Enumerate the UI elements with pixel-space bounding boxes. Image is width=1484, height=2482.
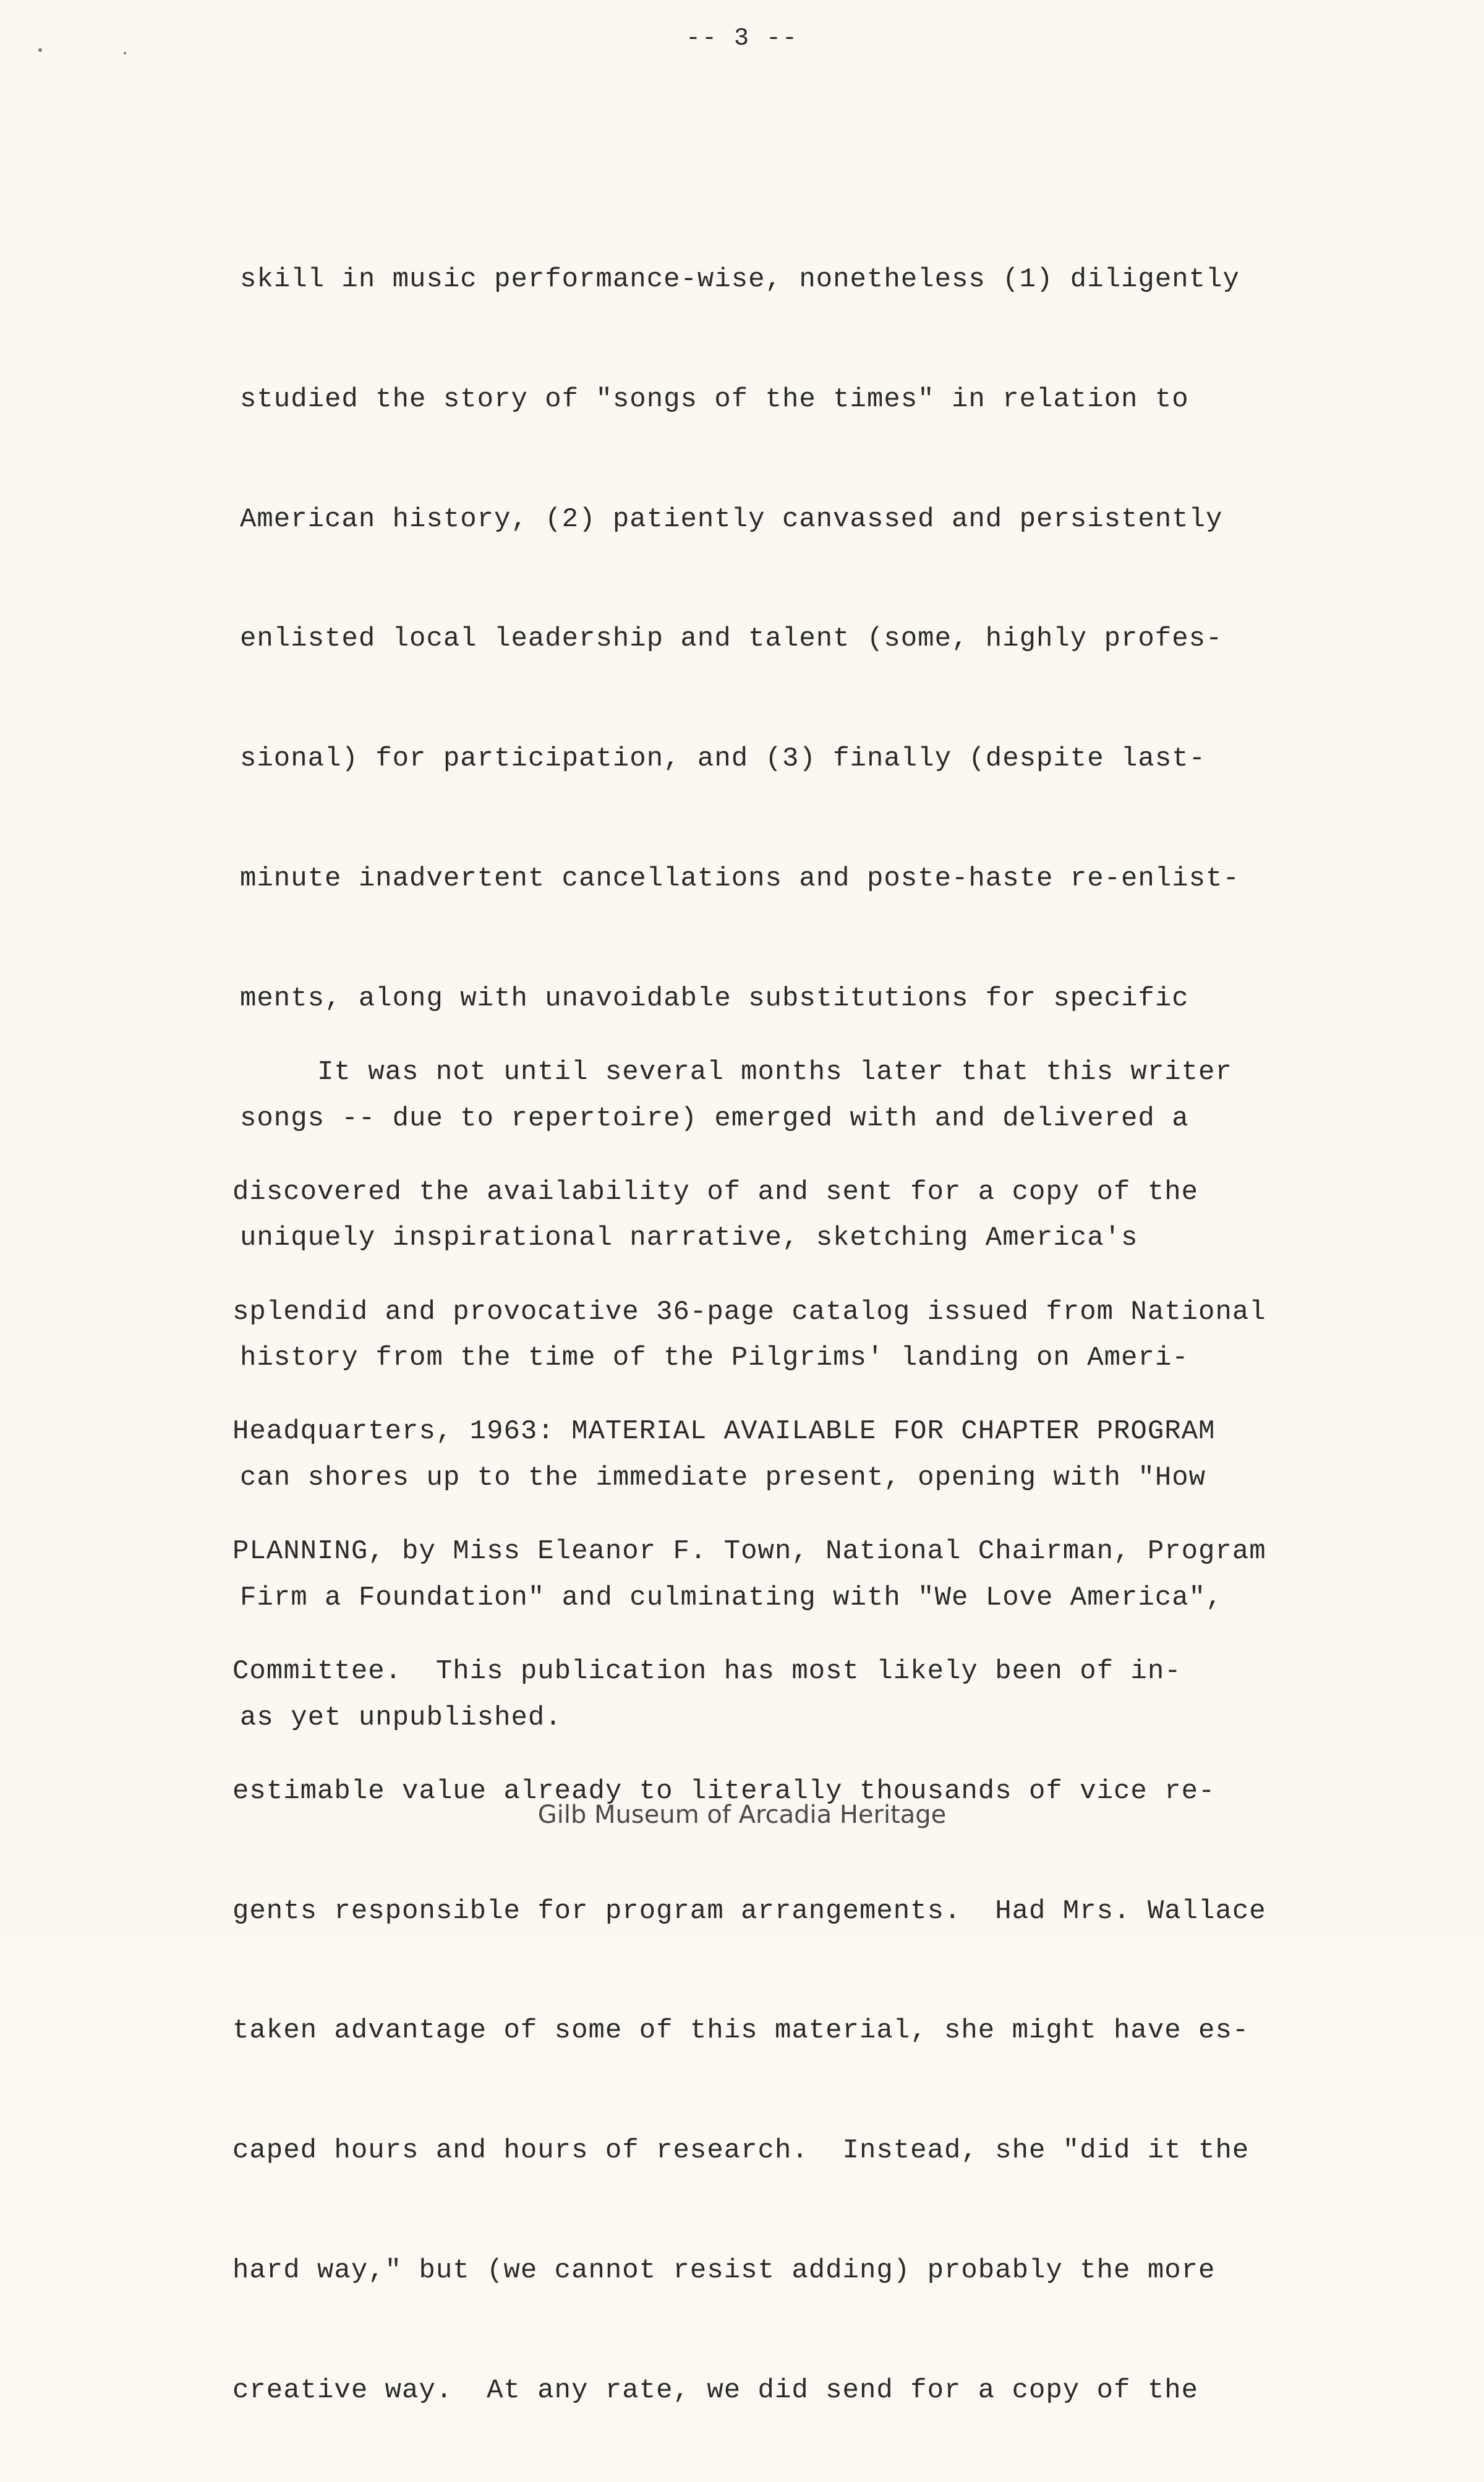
text-line: estimable value already to literally thousands of vice re- <box>232 1775 1216 1807</box>
page-number: -- 3 -- <box>685 25 799 53</box>
text-line: Committee. This publication has most likely been of in- <box>232 1655 1182 1687</box>
text-line: can shores up to the immediate present, opening with "How <box>240 1462 1206 1493</box>
text-line: skill in music performance-wise, nonetheless (1) diligently <box>240 264 1240 295</box>
text-line: gents responsible for program arrangements. Had Mrs. Wallace <box>232 1895 1266 1927</box>
text-line: discovered the availability of and sent for a copy of the <box>232 1176 1199 1208</box>
text-line: as yet unpublished. <box>240 1702 562 1733</box>
text-line: enlisted local leadership and talent (some, highly profes- <box>240 623 1223 655</box>
text-line: ments, along with unavoidable substitutions for specific <box>240 983 1189 1014</box>
paragraph-2 <box>232 982 1266 2482</box>
text-line: minute inadvertent cancellations and poste-haste re-enlist- <box>240 863 1240 894</box>
text-line: caped hours and hours of research. Instead, she "did it the <box>232 2135 1250 2167</box>
text-line: American history, (2) patiently canvassed and persistently <box>240 503 1223 535</box>
footer-watermark: Gilb Museum of Arcadia Heritage <box>537 1801 947 1829</box>
text-line: PLANNING, by Miss Eleanor F. Town, National Chairman, Program <box>232 1536 1266 1567</box>
text-line: Headquarters, 1963: MATERIAL AVAILABLE FOR CHAPTER PROGRAM <box>232 1416 1216 1448</box>
text-line: studied the story of "songs of the times" in relation to <box>240 383 1189 415</box>
text-line: hard way," but (we cannot resist adding) probably the more <box>232 2254 1216 2286</box>
text-line: sional) for participation, and (3) finally (despite last- <box>240 743 1206 775</box>
text-line: history from the time of the Pilgrims' landing on Ameri- <box>240 1342 1189 1374</box>
text-line: Firm a Foundation" and culminating with "We Love America", <box>240 1582 1223 1613</box>
text-line: It was not until several months later that this writer <box>232 1057 1232 1088</box>
text-line: uniquely inspirational narrative, sketching America's <box>240 1222 1138 1254</box>
text-line: songs -- due to repertoire) emerged with and delivered a <box>240 1102 1189 1134</box>
text-line: taken advantage of some of this material, she might have es- <box>232 2015 1250 2047</box>
text-line: creative way. At any rate, we did send for a copy of the <box>232 2374 1199 2406</box>
text-line: splendid and provocative 36-page catalog issued from National <box>232 1296 1266 1328</box>
